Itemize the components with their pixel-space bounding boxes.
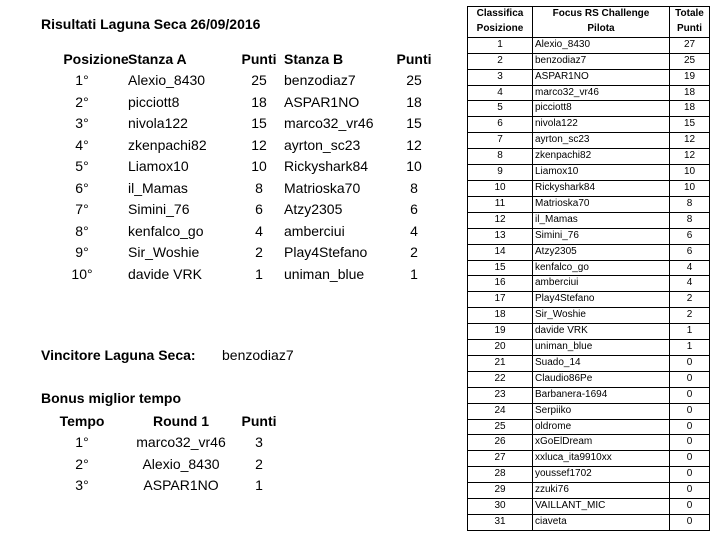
bonus-header-time: Tempo	[59, 413, 105, 429]
standings-points: 0	[670, 355, 710, 371]
standings-position: 28	[468, 467, 533, 483]
standings-position: 21	[468, 355, 533, 371]
standings-header-pilota: Pilota	[533, 22, 670, 37]
standings-position: 16	[468, 276, 533, 292]
standings-position: 1	[468, 37, 533, 53]
standings-row	[468, 85, 710, 101]
result-room-b-pilot: amberciui	[284, 222, 345, 239]
standings-pilot: Suado_14	[533, 355, 670, 371]
result-room-b-points: 6	[410, 201, 418, 217]
result-position: 5°	[75, 158, 89, 174]
result-room-a-points: 18	[251, 93, 267, 110]
standings-points: 4	[670, 260, 710, 276]
standings-row	[468, 435, 710, 451]
standings-row	[468, 149, 710, 165]
standings-pilot: picciott8	[533, 101, 670, 117]
standings-points: 0	[670, 403, 710, 419]
standings-position: 3	[468, 69, 533, 85]
standings-pilot: Serpiiko	[533, 403, 670, 419]
result-position: 8°	[75, 222, 89, 239]
result-room-a-pilot: Sir_Woshie	[128, 244, 200, 260]
result-room-a-pilot: il_Mamas	[128, 179, 188, 196]
bonus-position: 1°	[75, 434, 89, 450]
standings-pilot: kenfalco_go	[533, 260, 670, 276]
standings-position: 9	[468, 165, 533, 181]
results-header-room-a: Stanza A	[128, 51, 187, 67]
result-room-b-points: 25	[406, 72, 422, 88]
result-room-b-points: 2	[410, 244, 418, 260]
standings-pilot: nivola122	[533, 117, 670, 133]
standings-position: 8	[468, 149, 533, 165]
result-position: 7°	[75, 201, 89, 217]
bonus-pilot: marco32_vr46	[136, 434, 226, 450]
result-room-b-pilot: ASPAR1NO	[284, 93, 360, 110]
standings-pilot: Atzy2305	[533, 244, 670, 260]
standings-points: 0	[670, 499, 710, 515]
standings-points: 0	[670, 419, 710, 435]
standings-row	[468, 292, 710, 308]
result-room-b-points: 15	[406, 115, 422, 131]
winner-label: Vincitore Laguna Seca:	[41, 347, 196, 363]
result-room-a-points: 2	[255, 244, 263, 260]
standings-pilot: xxluca_ita9910xx	[533, 451, 670, 467]
standings-position: 6	[468, 117, 533, 133]
standings-points: 0	[670, 467, 710, 483]
standings-position: 26	[468, 435, 533, 451]
standings-header-posizione: Posizione	[468, 22, 533, 37]
standings-points: 2	[670, 292, 710, 308]
standings-points: 25	[670, 53, 710, 69]
standings-position: 23	[468, 387, 533, 403]
standings-row	[468, 53, 710, 69]
result-room-b-pilot: Play4Stefano	[284, 244, 368, 260]
result-room-a-pilot: Alexio_8430	[128, 72, 206, 88]
standings-pilot: Play4Stefano	[533, 292, 670, 308]
standings-position: 14	[468, 244, 533, 260]
result-room-a-points: 1	[255, 265, 263, 282]
standings-header-challenge: Focus RS Challenge	[533, 7, 670, 22]
standings-pilot: Barbanera-1694	[533, 387, 670, 403]
page-title: Risultati Laguna Seca 26/09/2016	[41, 16, 261, 32]
standings-row	[468, 101, 710, 117]
standings-pilot: Liamox10	[533, 165, 670, 181]
standings-points: 12	[670, 133, 710, 149]
standings-row	[468, 117, 710, 133]
result-room-a-pilot: Liamox10	[128, 158, 189, 174]
standings-position: 10	[468, 180, 533, 196]
bonus-header-points: Punti	[241, 413, 277, 429]
standings-position: 24	[468, 403, 533, 419]
standings-pilot: Rickyshark84	[533, 180, 670, 196]
standings-points: 15	[670, 117, 710, 133]
standings-points: 1	[670, 324, 710, 340]
standings-position: 19	[468, 324, 533, 340]
standings-position: 13	[468, 228, 533, 244]
result-position: 3°	[75, 115, 89, 131]
standings-row	[468, 228, 710, 244]
result-room-b-points: 4	[410, 222, 418, 239]
result-room-b-points: 18	[406, 93, 422, 110]
standings-points: 10	[670, 180, 710, 196]
standings-points: 8	[670, 196, 710, 212]
standings-position: 17	[468, 292, 533, 308]
standings-table	[467, 6, 710, 531]
bonus-title: Bonus miglior tempo	[41, 390, 181, 406]
result-room-b-pilot: marco32_vr46	[284, 115, 374, 131]
standings-points: 4	[670, 276, 710, 292]
result-position: 9°	[75, 244, 89, 260]
standings-row	[468, 355, 710, 371]
standings-header-row-2	[468, 22, 710, 37]
result-room-b-points: 8	[410, 179, 418, 196]
standings-row	[468, 467, 710, 483]
standings-row	[468, 165, 710, 181]
result-room-a-points: 6	[255, 201, 263, 217]
standings-pilot: oldrome	[533, 419, 670, 435]
standings-pilot: Alexio_8430	[533, 37, 670, 53]
standings-points: 18	[670, 85, 710, 101]
standings-position: 30	[468, 499, 533, 515]
standings-points: 0	[670, 371, 710, 387]
standings-pilot: youssef1702	[533, 467, 670, 483]
standings-row	[468, 212, 710, 228]
standings-points: 6	[670, 244, 710, 260]
standings-row	[468, 37, 710, 53]
standings-pilot: uniman_blue	[533, 340, 670, 356]
standings-position: 31	[468, 515, 533, 531]
standings-pilot: davide VRK	[533, 324, 670, 340]
standings-pilot: xGoElDream	[533, 435, 670, 451]
standings-row	[468, 133, 710, 149]
standings-row	[468, 324, 710, 340]
standings-row	[468, 196, 710, 212]
standings-pilot: Claudio86Pe	[533, 371, 670, 387]
standings-pilot: il_Mamas	[533, 212, 670, 228]
standings-pilot: zkenpachi82	[533, 149, 670, 165]
standings-row	[468, 387, 710, 403]
result-room-a-points: 4	[255, 222, 263, 239]
standings-position: 18	[468, 308, 533, 324]
standings-pilot: Sir_Woshie	[533, 308, 670, 324]
standings-pilot: amberciui	[533, 276, 670, 292]
standings-row	[468, 419, 710, 435]
result-position: 10°	[71, 265, 93, 282]
result-room-a-pilot: davide VRK	[128, 265, 202, 282]
result-room-a-points: 12	[251, 136, 267, 153]
standings-row	[468, 69, 710, 85]
result-position: 4°	[75, 136, 89, 153]
standings-points: 0	[670, 435, 710, 451]
standings-row	[468, 451, 710, 467]
standings-position: 20	[468, 340, 533, 356]
standings-row	[468, 483, 710, 499]
standings-points: 0	[670, 451, 710, 467]
standings-points: 0	[670, 387, 710, 403]
standings-points: 6	[670, 228, 710, 244]
standings-header-totale: Totale	[670, 7, 710, 22]
standings-row	[468, 308, 710, 324]
result-room-b-pilot: Matrioska70	[284, 179, 361, 196]
standings-header-classifica: Classifica	[468, 7, 533, 22]
result-position: 2°	[75, 93, 89, 110]
standings-position: 29	[468, 483, 533, 499]
winner-value: benzodiaz7	[222, 347, 294, 363]
standings-header-punti: Punti	[670, 22, 710, 37]
standings-pilot: zzuki76	[533, 483, 670, 499]
result-room-a-points: 10	[251, 158, 267, 174]
standings-points: 27	[670, 37, 710, 53]
standings-points: 19	[670, 69, 710, 85]
standings-points: 0	[670, 515, 710, 531]
result-room-b-pilot: Rickyshark84	[284, 158, 369, 174]
standings-row	[468, 244, 710, 260]
result-room-a-pilot: zkenpachi82	[128, 136, 207, 153]
result-position: 6°	[75, 179, 89, 196]
result-room-a-points: 15	[251, 115, 267, 131]
result-room-a-pilot: kenfalco_go	[128, 222, 204, 239]
result-room-a-points: 25	[251, 72, 267, 88]
bonus-pilot: Alexio_8430	[142, 455, 220, 472]
result-room-b-points: 1	[410, 265, 418, 282]
result-room-a-pilot: nivola122	[128, 115, 188, 131]
result-position: 1°	[75, 72, 89, 88]
standings-pilot: marco32_vr46	[533, 85, 670, 101]
standings-header-row-1	[468, 7, 710, 22]
standings-points: 12	[670, 149, 710, 165]
standings-position: 5	[468, 101, 533, 117]
standings-pilot: ciaveta	[533, 515, 670, 531]
result-room-a-pilot: Simini_76	[128, 201, 190, 217]
standings-position: 15	[468, 260, 533, 276]
result-room-b-pilot: Atzy2305	[284, 201, 343, 217]
standings-points: 8	[670, 212, 710, 228]
standings-points: 10	[670, 165, 710, 181]
standings-points: 2	[670, 308, 710, 324]
bonus-position: 3°	[75, 477, 89, 493]
standings-pilot: Simini_76	[533, 228, 670, 244]
bonus-points: 3	[255, 434, 263, 450]
standings-points: 0	[670, 483, 710, 499]
result-room-a-points: 8	[255, 179, 263, 196]
result-room-b-pilot: uniman_blue	[284, 265, 365, 282]
standings-pilot: VAILLANT_MIC	[533, 499, 670, 515]
bonus-points: 1	[255, 477, 263, 493]
bonus-header-round: Round 1	[153, 413, 209, 429]
standings-row	[468, 340, 710, 356]
results-header-points-a: Punti	[241, 51, 277, 67]
standings-position: 7	[468, 133, 533, 149]
results-header-position: Posizione	[63, 51, 129, 67]
result-room-b-points: 10	[406, 158, 422, 174]
standings-row	[468, 276, 710, 292]
bonus-points: 2	[255, 455, 263, 472]
standings-points: 18	[670, 101, 710, 117]
result-room-b-pilot: ayrton_sc23	[284, 136, 361, 153]
bonus-pilot: ASPAR1NO	[143, 477, 219, 493]
standings-row	[468, 371, 710, 387]
results-header-points-b: Punti	[396, 51, 432, 67]
result-room-b-pilot: benzodiaz7	[284, 72, 356, 88]
standings-pilot: ASPAR1NO	[533, 69, 670, 85]
standings-row	[468, 260, 710, 276]
standings-pilot: benzodiaz7	[533, 53, 670, 69]
result-room-b-points: 12	[406, 136, 422, 153]
result-room-a-pilot: picciott8	[128, 93, 180, 110]
standings-row	[468, 499, 710, 515]
results-header-room-b: Stanza B	[284, 51, 344, 67]
standings-points: 1	[670, 340, 710, 356]
standings-position: 22	[468, 371, 533, 387]
standings-position: 11	[468, 196, 533, 212]
standings-pilot: ayrton_sc23	[533, 133, 670, 149]
standings-pilot: Matrioska70	[533, 196, 670, 212]
bonus-position: 2°	[75, 455, 89, 472]
standings-position: 25	[468, 419, 533, 435]
standings-row	[468, 403, 710, 419]
standings-row	[468, 515, 710, 531]
standings-position: 12	[468, 212, 533, 228]
standings-row	[468, 180, 710, 196]
standings-position: 4	[468, 85, 533, 101]
standings-position: 27	[468, 451, 533, 467]
standings-position: 2	[468, 53, 533, 69]
